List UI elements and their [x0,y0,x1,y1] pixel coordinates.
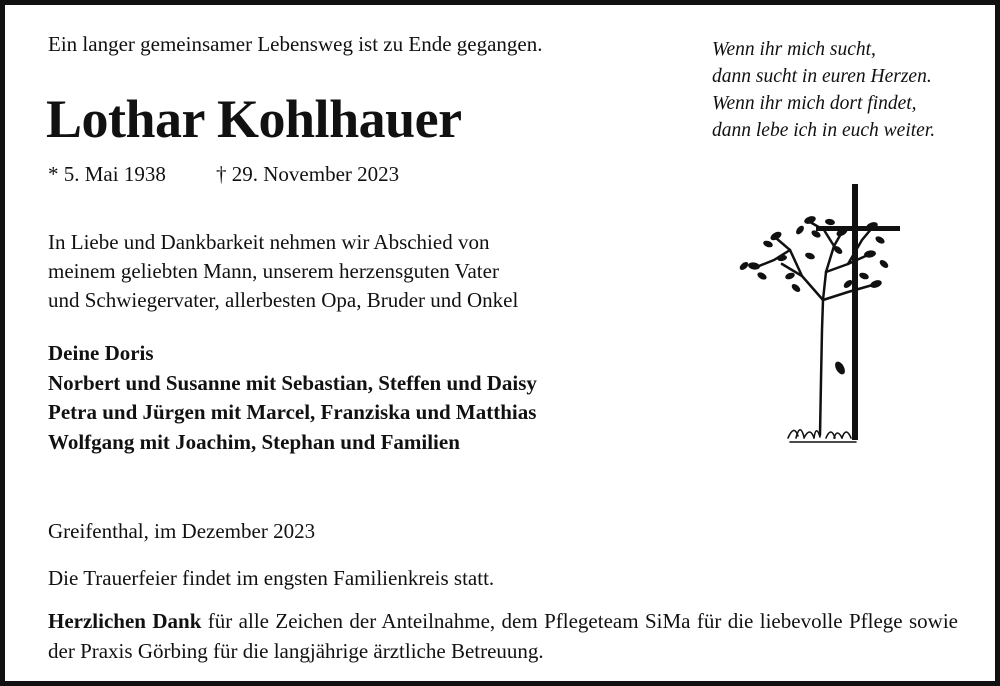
poem-line: dann sucht in euren Herzen. [712,66,932,87]
family-line: Wolfgang mit Joachim, Stephan und Familien [48,429,460,454]
poem [712,36,935,144]
poem-line: dann lebe ich in euch weiter. [712,120,936,141]
service-note: Die Trauerfeier findet im engsten Familienkreis statt. [48,566,495,590]
intro-text: Ein langer gemeinsamer Lebensweg ist zu Ende gegangen. [48,32,543,56]
tree-cross-icon [730,180,900,450]
poem-line: Wenn ihr mich dort findet, [712,93,917,114]
thanks-bold: Herzlichen Dank [48,609,202,633]
thanks-text [48,606,958,666]
birth-date: * 5. Mai 1938 [48,162,166,186]
farewell-line: In Liebe und Dankbarkeit nehmen wir Abschied von [48,230,490,254]
family-line: Deine Doris [48,341,154,365]
family-line: Norbert und Susanne mit Sebastian, Steffen und Daisy [48,370,537,395]
farewell-text [48,228,628,315]
farewell-line: meinem geliebten Mann, unserem herzensguten Vater [48,259,499,283]
family-list [48,339,648,457]
farewell-line: und Schwiegervater, allerbesten Opa, Bruder und Onkel [48,288,519,312]
family-line: Petra und Jürgen mit Marcel, Franziska und Matthias [48,400,537,424]
poem-line: Wenn ihr mich sucht, [712,39,876,60]
deceased-name: Lothar Kohlhauer [46,89,462,149]
place-date: Greifenthal, im Dezember 2023 [48,519,316,543]
thanks-rest: für alle Zeichen der Anteilnahme, dem Pflegeteam SiMa für die liebevolle Pflege sowie der Praxis Görbing für die langjährige ärztliche Betreuung. [48,609,958,663]
death-date: † 29. November 2023 [216,162,400,186]
